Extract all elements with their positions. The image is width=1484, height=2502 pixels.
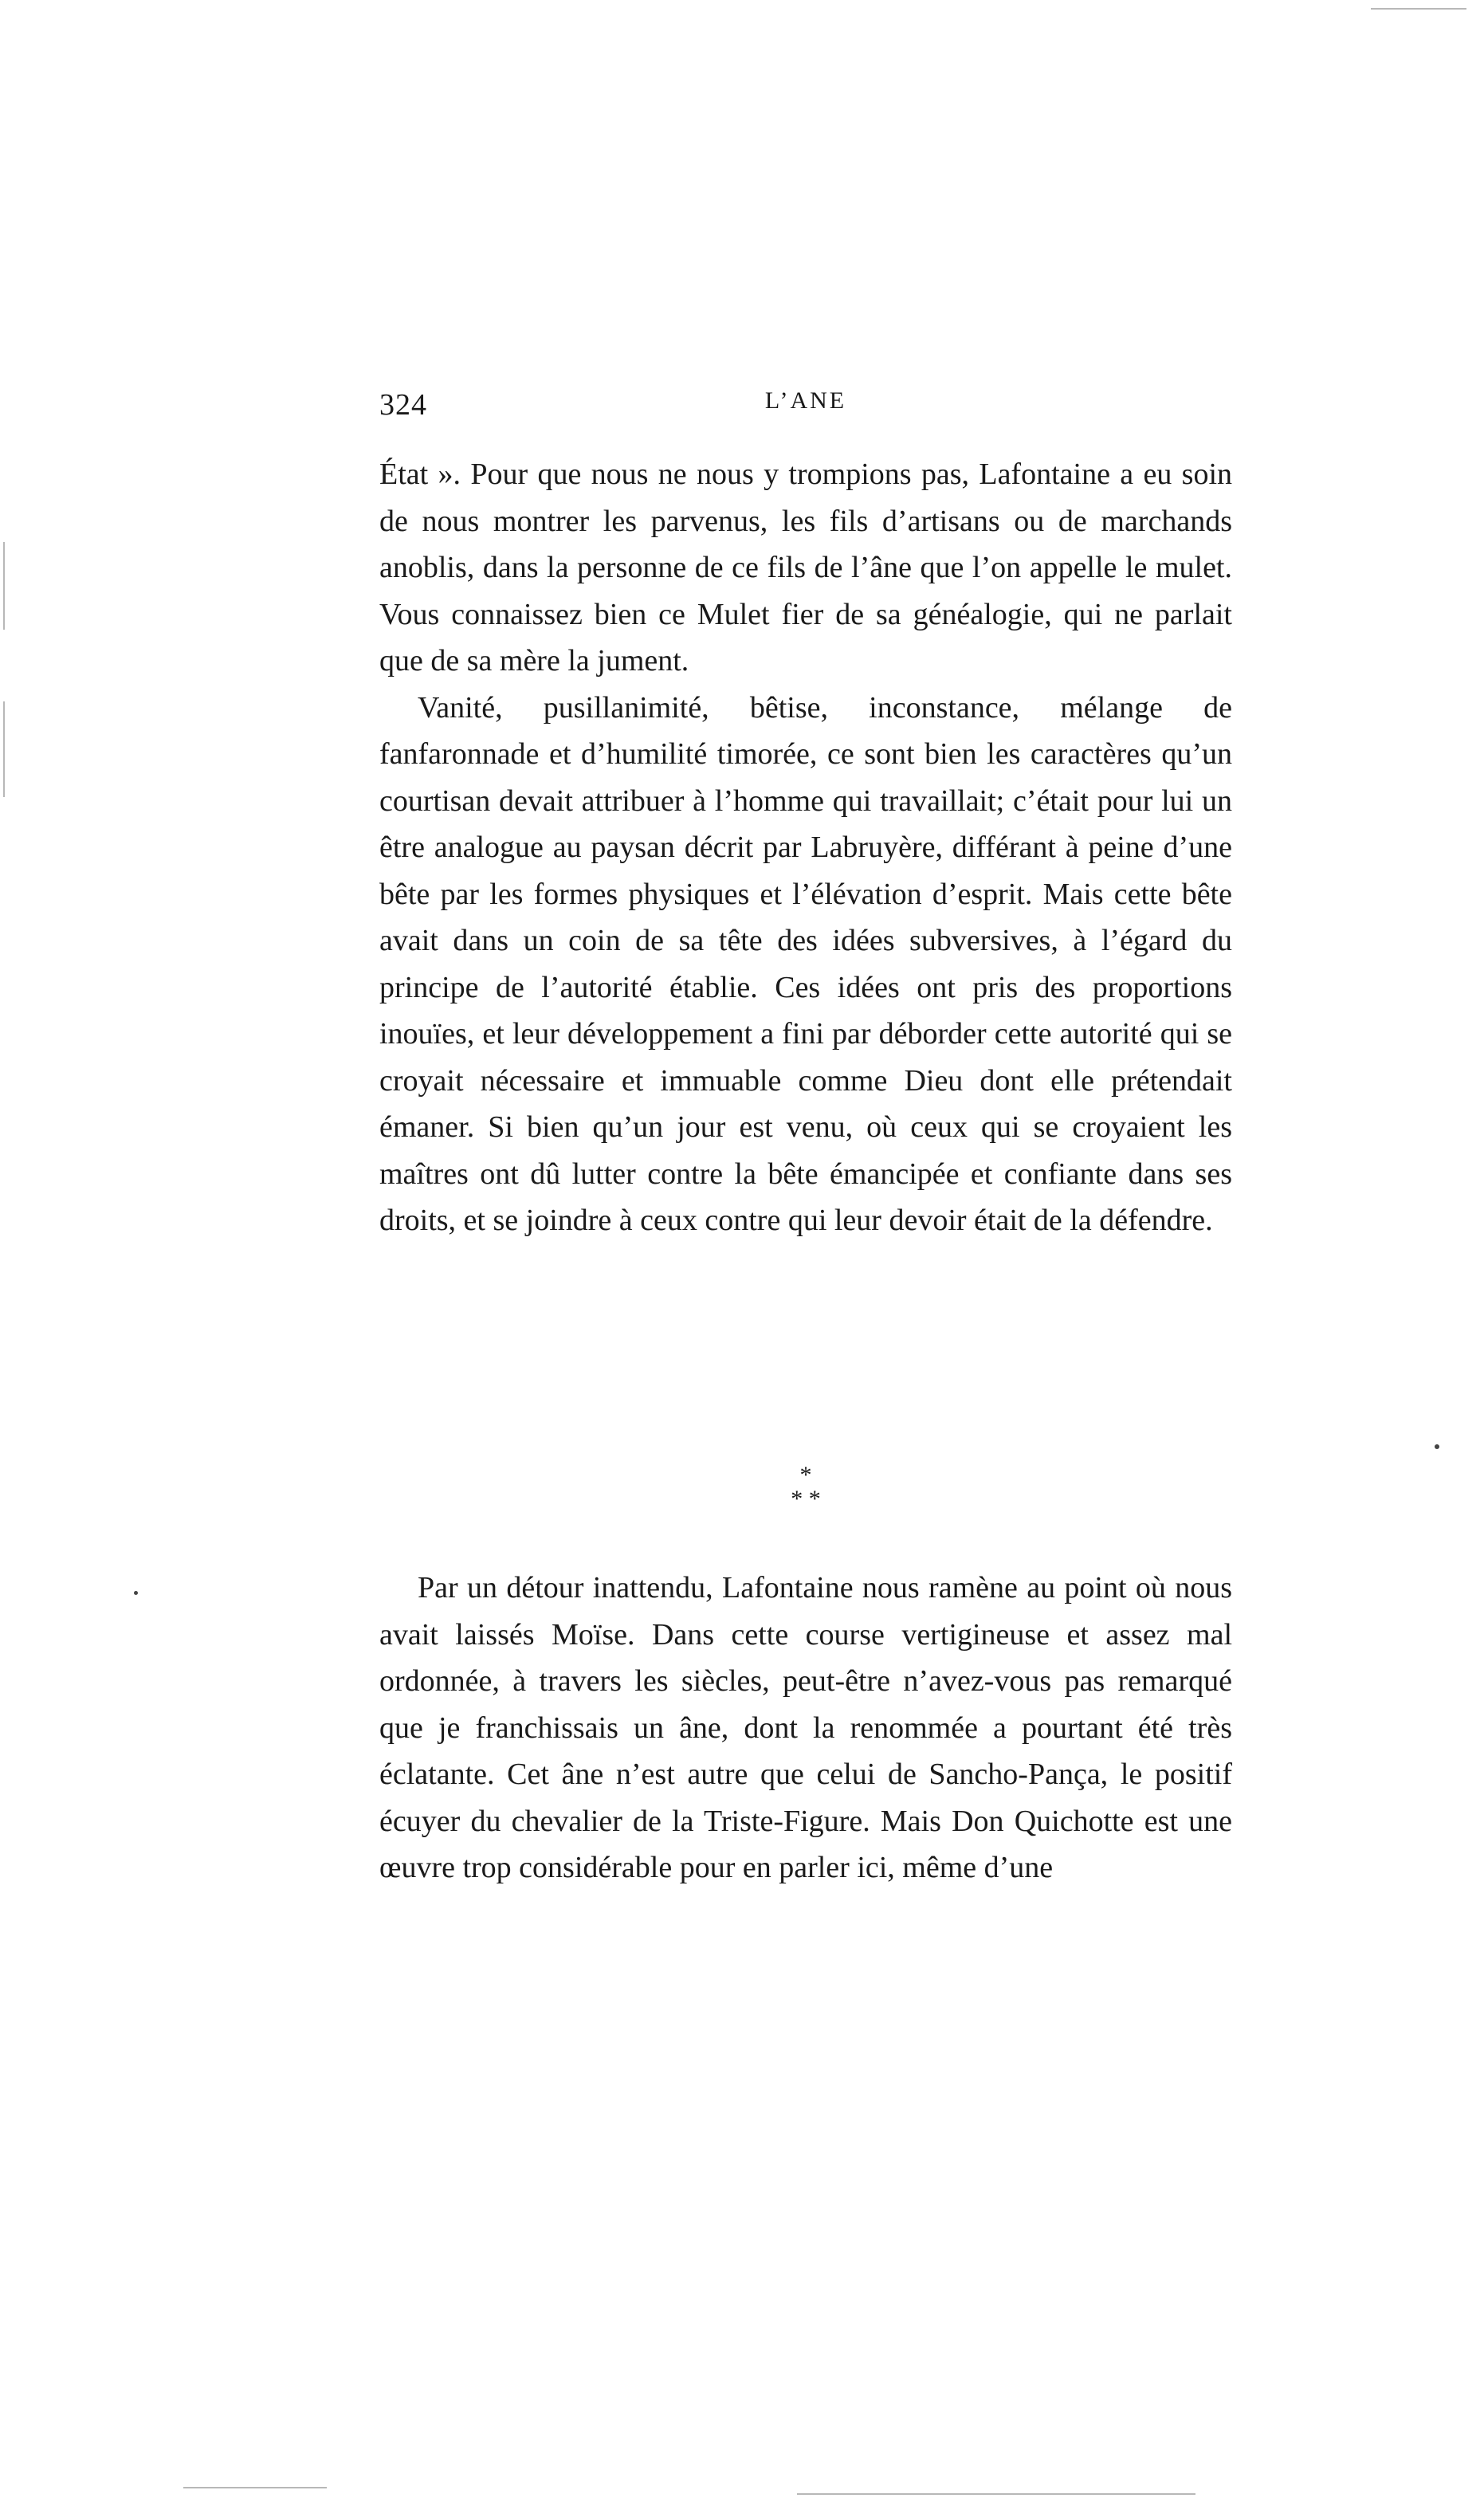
paragraph-continuation: État ». Pour que nous ne nous y trompions pas, Lafontaine a eu soin de nous montrer les parvenus, les fils d’artisans ou de marchands anoblis, dans la personne de ce fils de l’âne que l’on appelle le mulet. Vous connaissez bien ce Mulet fier de sa généalogie, qui ne parlait que de sa mère la jument. — [379, 458, 1232, 678]
scan-speck — [1435, 1444, 1439, 1449]
page-number: 324 — [379, 388, 427, 422]
paragraph: Vanité, pusillanimité, bêtise, inconstance, mélange de fanfaronnade et d’humilité timorée, ce sont bien les caractères qu’un courtisan devait attribuer à l’homme qui travaillait; c’était pour lui un être analogue au paysan décrit par Labruyère, différant à peine d’une bête par les formes physiques et l’élévation d’esprit. Mais cette bête avait dans un coin de sa tête des idées subversives, à l’égard du principe de l’autorité établie. Ces idées ont pris des proportions inouïes, et leur développement a fini par déborder cette autorité qui se croyait nécessaire et immuable comme Dieu dont elle prétendait émaner. Si bien qu’un jour est venu, où ceux qui se croyaient les maîtres ont dû lutter contre la bête émancipée et confiante dans ses droits, et se joindre à ceux contre qui leur devoir était de la défendre. — [379, 690, 1232, 1237]
paragraph: Par un détour inattendu, Lafontaine nous ramène au point où nous avait laissés Moïse. Dans cette course vertigineuse et assez mal ordonnée, à travers les siècles, peut-être n’avez-vous pas remarqué que je franchissais un âne, dont la renommée a pourtant été très éclatante. Cet âne n’est autre que celui de Sancho-Pança, le positif écuyer du chevalier de la Triste-Figure. Mais Don Quichotte est une œuvre trop considérable pour en parler ici, même d’une — [379, 1571, 1232, 1884]
scan-speck — [134, 1591, 138, 1595]
running-head — [379, 387, 1232, 427]
section-separator — [379, 1463, 1232, 1519]
running-title: L’ANE — [764, 387, 847, 414]
scan-edge-mark — [3, 701, 5, 797]
separator-asterisks-bottom: * * — [791, 1486, 821, 1512]
separator-asterisk-top: * — [799, 1462, 812, 1488]
scan-edge-mark — [797, 2493, 1195, 2495]
scan-edge-mark — [1371, 8, 1466, 10]
text-block-lower — [379, 1565, 1232, 1891]
text-block-upper — [379, 451, 1232, 1244]
scan-edge-mark — [183, 2487, 327, 2488]
scan-edge-mark — [3, 542, 5, 630]
